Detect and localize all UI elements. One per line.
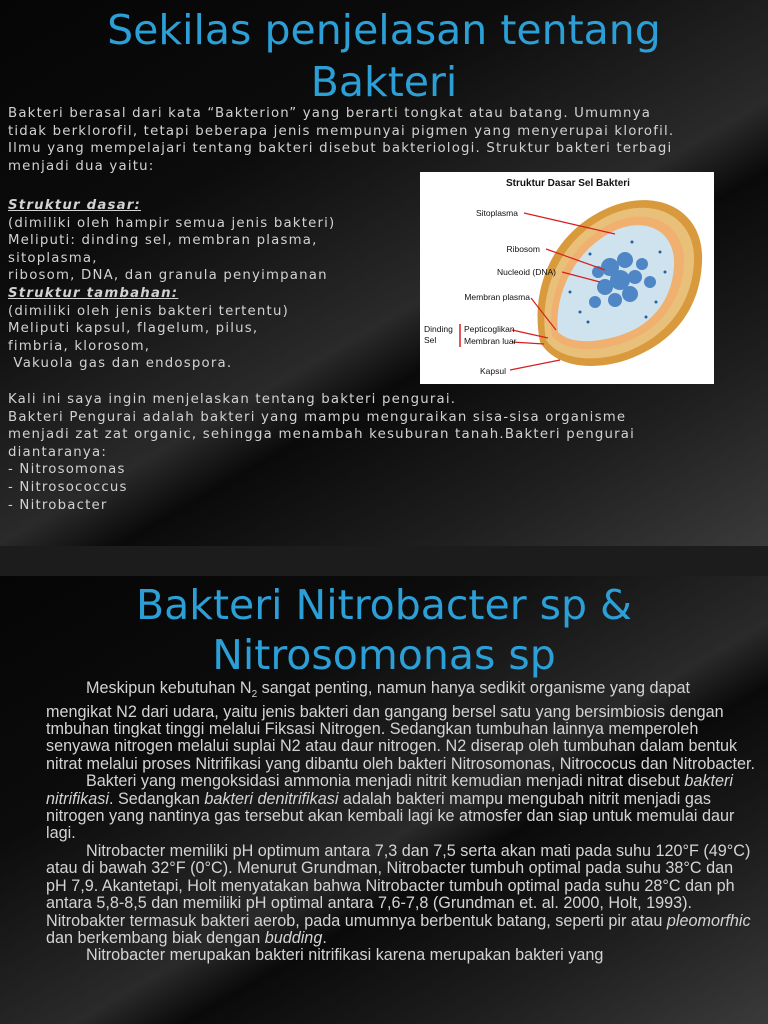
list-item: - Nitrosococcus: [8, 479, 128, 495]
figure-title: Struktur Dasar Sel Bakteri: [506, 178, 630, 189]
bacteria-cell-diagram: [420, 172, 714, 384]
label-dinding: Dinding: [424, 324, 453, 334]
paragraph-1: Meskipun kebutuhan $N_2$ sangat penting, namun hanya sedikit organisme yang dapat mengikat N2 dari udara, yaitu jenis bakteri dan gangang bersel satu yang bersimbiosis dengan tmbuhan tingkat tinggi melalui Fiksasi Nitrogen. Sedangkan tumbuhan lainnya memperoleh senyawa nitrogen melalui suplai N2 atau daur nitrogen. N2 diserap oleh tumbuhan dalam bentuk nitrat melalui proses Nitrifikasi yang dibantu oleh bakteri Nitrosomonas, Nitrococus dan Nitrobacter.: [46, 679, 755, 773]
struktur-tambahan-heading: Struktur tambahan:: [8, 285, 179, 301]
structure-list: Struktur dasar: (dimiliki oleh hampir semua jenis bakteri) Meliputi: dinding sel, membran plasma, sitoplasma, ribosom, DNA, dan granula penyimpanan Struktur tambahan: (dimiliki oleh jenis bakteri tertentu) Meliputi kapsul, flagelum, pilus, fimbria, klorosom, Vakuola gas dan endospora.: [8, 197, 398, 373]
label-membran-luar: Membran luar: [464, 336, 517, 346]
pengurai-text: Kali ini saya ingin menjelaskan tentang bakteri pengurai. Bakteri Pengurai adalah bakteri yang mampu menguraikan sisa-sisa organisme menjadi zat zat organic, sehingga menambah kesuburan tanah.Bakteri pengurai diantaranya: - Nitrosomonas - Nitrosococcus - Nitrobacter: [8, 391, 758, 514]
label-ribosom: Ribosom: [506, 244, 540, 254]
label-peptidoglikan: Pepticoglikan: [464, 324, 515, 334]
paragraph-4: Nitrobacter merupakan bakteri nitrifikasi karena merupakan bakteri yang: [86, 946, 604, 965]
paragraph-2: Bakteri yang mengoksidasi ammonia menjadi nitrit kemudian menjadi nitrat disebut bakteri nitrifikasi. Sedangkan bakteri denitrifikasi adalah bakteri mampu mengubah nitrit menjadi gas nitrogen yang nantinya gas tersebut akan kembali lagi ke atmosfer dan siap untuk memulai daur lagi.: [46, 772, 735, 843]
struktur-dasar-heading: Struktur dasar:: [8, 198, 142, 213]
bacteria-cell-svg: [420, 172, 714, 384]
paragraph-3: Nitrobacter memiliki pH optimum antara 7,3 dan 7,5 serta akan mati pada suhu 120°F (49°C) atau di bawah 32°F (0°C). Menurut Grundman, Nitrobacter tumbuh optimal pada suhu 38°C dan pH 7,9. Akantetapi, Holt menyatakan bahwa Nitrobacter tumbuh optimal pada suhu 28°C dan ph antara 5,8-8,5 dan memiliki pH optimal antara 7,6-7,8 (Grundman et. al. 2000, Holt, 1993). Nitrobakter termasuk bakteri aerob, pada umumnya berbentuk batang, seperti pir atau pleomorfhic dan berkembang biak dengan budding.: [46, 841, 751, 947]
slide-1-title: Sekilas penjelasan tentang Bakteri: [107, 6, 661, 106]
intro-text: Bakteri berasal dari kata “Bakterion” yang berarti tongkat atau batang. Umumnya tidak berklorofil, tetapi beberapa jenis mempunyai pigmen yang menyerupai klorofil. Ilmu yang mempelajari tentang bakteri disebut bakteriologi. Struktur bakteri terbagi menjadi dua yaitu:: [8, 106, 675, 174]
slide-2-title: Bakteri Nitrobacter sp & Nitrosomonas sp: [135, 581, 633, 679]
list-item: - Nitrosomonas: [8, 462, 126, 478]
label-membran-plasma: Membran plasma: [464, 292, 530, 302]
label-kapsul: Kapsul: [480, 366, 506, 376]
list-item: - Nitrobacter: [8, 497, 108, 513]
label-sitoplasma: Sitoplasma: [475, 208, 518, 218]
label-nucleoid: Nucleoid (DNA): [496, 267, 556, 277]
label-sel: Sel: [424, 335, 437, 345]
slide-2-body: [46, 680, 758, 965]
